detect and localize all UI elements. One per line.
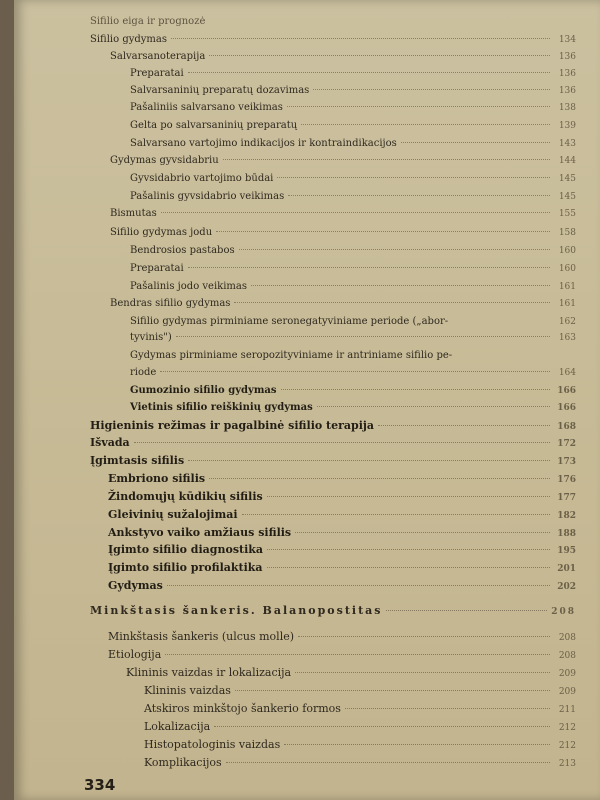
toc-entry: [130, 401, 576, 415]
toc-entry: [108, 630, 576, 645]
toc-leader: [378, 425, 550, 426]
toc-entry-title: Embriono sifilis: [108, 472, 206, 485]
toc-entry-page: 188: [557, 529, 576, 539]
toc-entry-page: 158: [558, 228, 576, 238]
toc-entry-page: 160: [558, 246, 576, 256]
toc-entry: [130, 101, 576, 115]
toc-entry-title: Gumozinio sifilio gydymas: [130, 385, 277, 396]
toc-entry-title: Preparatai: [130, 263, 184, 274]
toc-entry-title: Sifilio gydymas pirminiame seronegatyviniame periode („abor-: [130, 316, 449, 327]
toc-entry-title: Bismutas: [110, 208, 157, 219]
toc-entry-page: 143: [558, 139, 576, 149]
toc-entry: [108, 526, 576, 541]
toc-entry-title: Higieninis režimas ir pagalbinė sifilio terapija: [90, 419, 375, 432]
toc-leader: [242, 514, 550, 515]
toc-leader: [188, 460, 550, 461]
toc-entry-page: 162: [558, 317, 576, 327]
toc-entry-title: Sifilio gydymas jodu: [110, 227, 213, 238]
toc-entry: [110, 226, 576, 240]
toc-entry-page: 160: [558, 264, 576, 274]
toc-entry-title: Salvarsanoterapija: [110, 51, 206, 62]
toc-entry: [130, 119, 576, 133]
toc-entry-page: 136: [558, 69, 576, 79]
toc-leader: [301, 124, 550, 125]
toc-leader: [267, 567, 550, 568]
toc-entry-page: 145: [558, 192, 576, 202]
toc-leader: [209, 478, 550, 479]
toc-entry-page: 209: [558, 687, 576, 697]
toc-entry: [130, 244, 576, 258]
toc-entry-title: Gelta po salvarsaninių preparatų: [130, 120, 298, 131]
toc-entry-title: Žindomųjų kūdikių sifilis: [108, 490, 263, 503]
toc-leader: [134, 442, 550, 443]
toc-leader: [214, 726, 550, 727]
toc-leader: [267, 549, 550, 550]
toc-entry-title: Gydymas: [108, 579, 163, 592]
toc-entry-title: Komplikacijos: [144, 756, 222, 769]
toc-entry: [108, 561, 576, 576]
toc-entry-title: Etiologija: [108, 648, 162, 661]
toc-leader: [234, 302, 550, 303]
toc-entry: [108, 472, 576, 487]
toc-entry-page: 209: [558, 669, 576, 679]
toc-leader: [386, 610, 547, 611]
toc-entry-page: 163: [558, 333, 576, 343]
toc-entry-page: 212: [558, 723, 576, 733]
toc-entry-title: Įgimto sifilio profilaktika: [108, 561, 263, 574]
toc-entry-title: Salvarsaninių preparatų dozavimas: [130, 85, 310, 96]
toc-entry-title: Bendrosios pastabos: [130, 245, 235, 256]
toc-entry: [108, 543, 576, 558]
toc-entry: [108, 508, 576, 523]
toc-leader: [161, 212, 550, 213]
toc-entry: [144, 738, 576, 753]
toc-leader: [345, 708, 550, 709]
toc-entry: [144, 720, 576, 735]
toc-entry-page: 136: [558, 52, 576, 62]
toc-leader: [176, 336, 550, 337]
toc-entry-title: Išvada: [90, 436, 130, 449]
toc-leader: [313, 89, 550, 90]
toc-entry-title: riode: [130, 367, 157, 378]
toc-entry-page: 166: [557, 386, 576, 396]
toc-entry-title: Lokalizacija: [144, 720, 211, 733]
toc-entry-title: Pašalinis gyvsidabrio veikimas: [130, 191, 285, 202]
toc-leader: [251, 285, 550, 286]
toc-chapter-entry: [90, 604, 576, 619]
toc-entry: [130, 262, 576, 276]
toc-entry: [108, 648, 576, 663]
toc-leader: [209, 55, 550, 56]
toc-entry-title: Klininis vaizdas: [144, 684, 231, 697]
toc-entry-title: Histopatologinis vaizdas: [144, 738, 281, 751]
toc-entry-title: Įgimtasis sifilis: [90, 454, 185, 467]
toc-leader: [239, 249, 550, 250]
toc-entry-page: 208: [558, 651, 576, 661]
toc-leader: [267, 496, 550, 497]
toc-entry-page: 144: [558, 156, 576, 166]
toc-entry-page: 166: [557, 403, 576, 413]
toc-leader: [188, 72, 550, 73]
toc-entry: [90, 419, 576, 434]
toc-entry-page: 182: [557, 511, 576, 521]
toc-entry-title: Vietinis sifilio reiškinių gydymas: [130, 402, 313, 413]
toc-leader: [401, 142, 550, 143]
toc-leader: [226, 762, 550, 763]
toc-entry: [130, 67, 576, 81]
toc-chapter-title: Minkštasis šankeris. Balanopostitas: [90, 604, 383, 617]
toc-entry-page: 161: [558, 299, 576, 309]
toc-leader: [288, 195, 550, 196]
toc-entry-page: 176: [557, 475, 576, 485]
toc-entry: [144, 756, 576, 771]
toc-leader: [235, 690, 550, 691]
toc-leader: [295, 532, 550, 533]
toc-entry-page: 138: [558, 103, 576, 113]
toc-leader: [160, 371, 550, 372]
toc-entry-title: Minkštasis šankeris (ulcus molle): [108, 630, 295, 643]
toc-entry-page: 213: [558, 759, 576, 769]
toc-entry-page: 177: [557, 493, 576, 503]
book-page: [14, 0, 600, 800]
toc-entry: [130, 349, 576, 362]
toc-entry: [90, 15, 576, 28]
toc-entry: [130, 280, 576, 294]
toc-leader: [317, 406, 550, 407]
toc-entry-title: Gyvsidabrio vartojimo būdai: [130, 173, 274, 184]
toc-entry-title: Įgimto sifilio diagnostika: [108, 543, 264, 556]
toc-entry-title: Sifilio eiga ir prognozė: [90, 16, 206, 27]
toc-entry: [130, 331, 576, 345]
toc-leader: [284, 744, 550, 745]
toc-entry-page: 212: [558, 741, 576, 751]
toc-entry: [130, 137, 576, 151]
toc-leader: [171, 38, 550, 39]
toc-leader: [287, 106, 550, 107]
toc-entry-title: Gydymas gyvsidabriu: [110, 155, 219, 166]
toc-entry: [130, 84, 576, 98]
toc-entry-page: 164: [558, 368, 576, 378]
toc-entry-title: Gleivinių sužalojimai: [108, 508, 238, 521]
toc-entry: [90, 33, 576, 47]
toc-entry-page: 161: [558, 282, 576, 292]
toc-entry-page: 145: [558, 174, 576, 184]
toc-entry-title: tyvinis"): [130, 332, 172, 343]
toc-leader: [165, 654, 550, 655]
toc-entry-page: 155: [558, 209, 576, 219]
toc-entry-title: Sifilio gydymas: [90, 34, 167, 45]
toc-entry-title: Klininis vaizdas ir lokalizacija: [126, 666, 292, 679]
toc-entry-page: 195: [557, 546, 576, 556]
toc-entry: [130, 384, 576, 398]
toc-entry: [130, 172, 576, 186]
toc-entry: [110, 154, 576, 168]
toc-entry: [130, 190, 576, 204]
toc-leader: [216, 231, 550, 232]
toc-entry-page: 208: [558, 633, 576, 643]
page-number: 334: [84, 776, 116, 794]
toc-entry: [144, 702, 576, 717]
toc-entry-title: Pašalinis jodo veikimas: [130, 281, 248, 292]
toc-entry-title: Salvarsano vartojimo indikacijos ir kontraindikacijos: [130, 138, 397, 149]
toc-entry-page: 208: [551, 607, 576, 617]
toc-entry-title: Bendras sifilio gydymas: [110, 298, 231, 309]
toc-entry-title: Atskiros minkštojo šankerio formos: [144, 702, 341, 715]
toc-entry-title: Pašaliniis salvarsano veikimas: [130, 102, 283, 113]
toc-entry-title: Preparatai: [130, 68, 184, 79]
toc-entry: [108, 579, 576, 594]
toc-entry: [126, 666, 576, 681]
table-of-contents: [14, 0, 600, 800]
toc-entry: [110, 297, 576, 311]
toc-entry-page: 202: [557, 582, 576, 592]
toc-entry: [110, 207, 576, 221]
toc-leader: [298, 636, 550, 637]
toc-entry: [90, 454, 576, 469]
toc-leader: [188, 267, 550, 268]
toc-entry-page: 201: [557, 564, 576, 574]
toc-leader: [277, 177, 550, 178]
toc-entry-title: Gydymas pirminiame seropozityviniame ir antriniame sifilio pe-: [130, 350, 453, 361]
toc-entry: [108, 490, 576, 505]
toc-leader: [281, 389, 550, 390]
toc-entry-page: 134: [558, 35, 576, 45]
toc-entry: [130, 315, 576, 329]
toc-leader: [167, 585, 550, 586]
toc-entry-title: Ankstyvo vaiko amžiaus sifilis: [108, 526, 292, 539]
toc-entry: [90, 436, 576, 451]
toc-entry: [144, 684, 576, 699]
toc-entry-page: 211: [558, 705, 576, 715]
toc-entry: [110, 50, 576, 64]
toc-entry-page: 136: [558, 86, 576, 96]
toc-entry-page: 168: [557, 422, 576, 432]
toc-entry-page: 139: [558, 121, 576, 131]
toc-leader: [295, 672, 550, 673]
toc-entry-page: 173: [557, 457, 576, 467]
toc-entry: [130, 366, 576, 380]
toc-entry-page: 172: [557, 439, 576, 449]
toc-leader: [223, 159, 550, 160]
